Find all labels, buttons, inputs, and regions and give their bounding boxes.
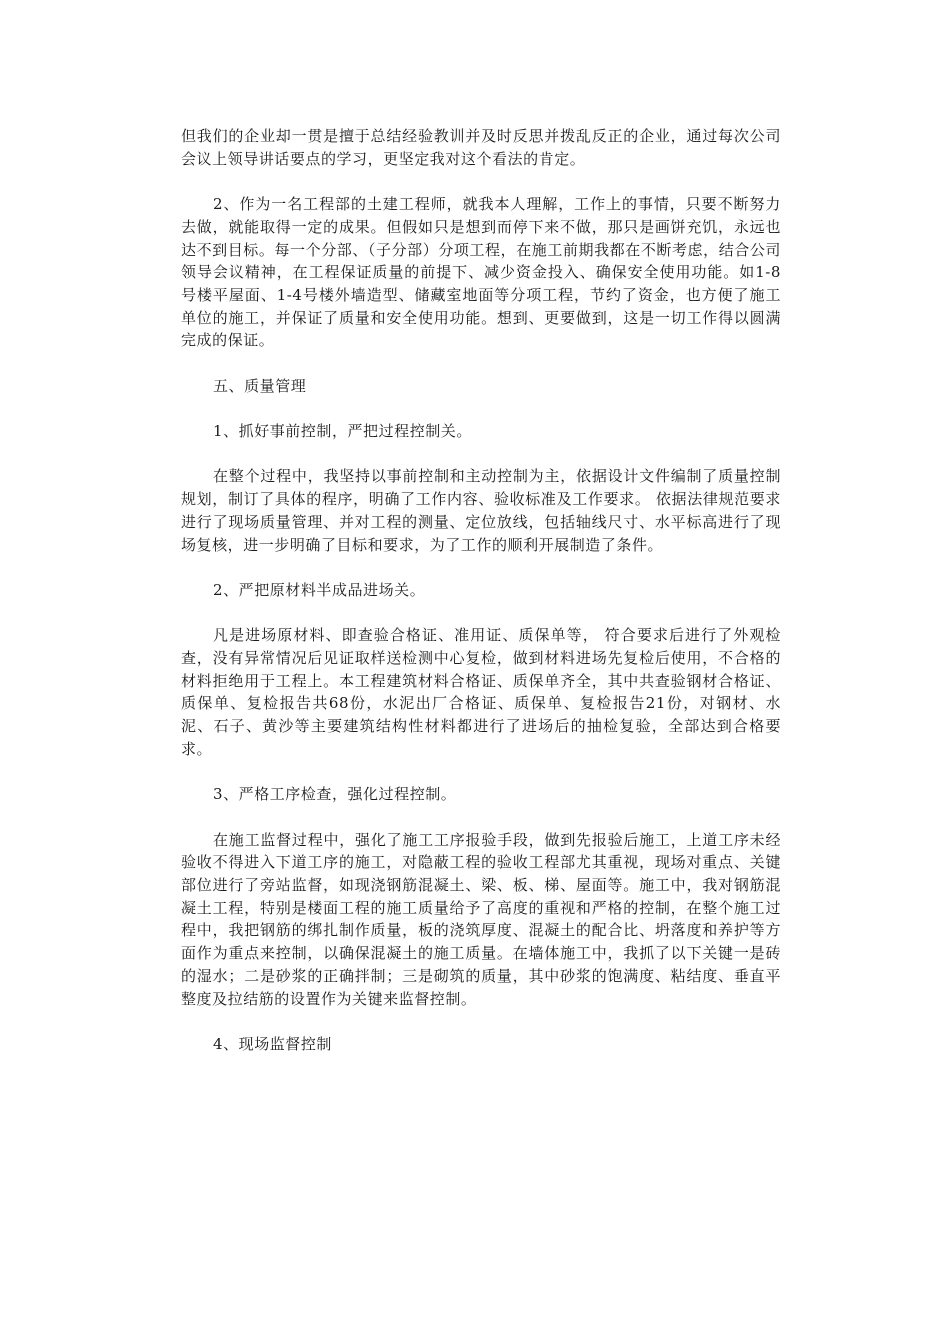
subheading-site-supervision: 4、现场监督控制 — [213, 1034, 332, 1053]
paragraph-pre-control: 在整个过程中，我坚持以事前控制和主动控制为主，依据设计文件编制了质量控制规划，制订了具体的程序，明确了工作内容、验收标准及工作要求。 依据法律规范要求进行了现场质量管理、并对工程的测量、定位放线，包括轴线尺寸、水平标高进行了现场复核，进一步明确了目标和要求，为了工作的顺利开展制造了条件。 — [181, 467, 781, 554]
paragraph-process-inspection: 在施工监督过程中，强化了施工工序报验手段，做到先报验后施工，上道工序未经验收不得进入下道工序的施工，对隐蔽工程的验收工程部尤其重视，现场对重点、关键部位进行了旁站监督，如现浇钢筋混凝土、梁、板、梯、屋面等。施工中，我对钢筋混凝土工程，特别是楼面工程的施工质量给予了高度的重视和严格的控制，在整个施工过程中，我把钢筋的绑扎制作质量，板的浇筑厚度、混凝土的配合比、坍落度和养护等方面作为重点来控制，以确保混凝土的施工质量。在墙体施工中，我抓了以下关键一是砖的湿水；二是砂浆的正确拌制；三是砌筑的质量，其中砂浆的饱满度、粘结度、垂直平整度及拉结筋的设置作为关键来监督控制。 — [181, 830, 781, 1008]
paragraph-intro-continuation: 但我们的企业却一贯是擅于总结经验教训并及时反思并拨乱反正的企业，通过每次公司会议上领导讲话要点的学习，更坚定我对这个看法的肯定。 — [181, 127, 781, 168]
paragraph-engineer-role: 2、作为一名工程部的土建工程师，就我本人理解，工作上的事情，只要不断努力去做，就能取得一定的成果。但假如只是想到而停下来不做，那只是画饼充饥，永远也达不到目标。每一个分部、（子分部）分项工程，在施工前期我都在不断考虑，结合公司领导会议精神，在工程保证质量的前提下、减少资金投入、确保安全使用功能。如1-8号楼平屋面、1-4号楼外墙造型、储藏室地面等分项工程，节约了资金，也方便了施工单位的施工，并保证了质量和安全使用功能。想到、更要做到，这是一切工作得以圆满完成的保证。 — [181, 195, 781, 350]
paragraph-materials: 凡是进场原材料、即查验合格证、准用证、质保单等， 符合要求后进行了外观检查，没有异常情况后见证取样送检测中心复检，做到材料进场先复检后使用，不合格的材料拒绝用于工程上。本工程建筑材料合格证、质保单齐全，其中共查验钢材合格证、质保单、复检报告共68份，水泥出厂合格证、质保单、复检报告21份，对钢材、水泥、石子、黄沙等主要建筑结构性材料都进行了进场后的抽检复验，全部达到合格要求。 — [181, 626, 781, 758]
subheading-pre-control: 1、抓好事前控制，严把过程控制关。 — [213, 422, 472, 441]
subheading-materials: 2、严把原材料半成品进场关。 — [213, 580, 426, 599]
section-heading-quality-management: 五、质量管理 — [213, 376, 307, 395]
document-body — [181, 125, 781, 1078]
subheading-process-inspection: 3、严格工序检查，强化过程控制。 — [213, 785, 457, 804]
